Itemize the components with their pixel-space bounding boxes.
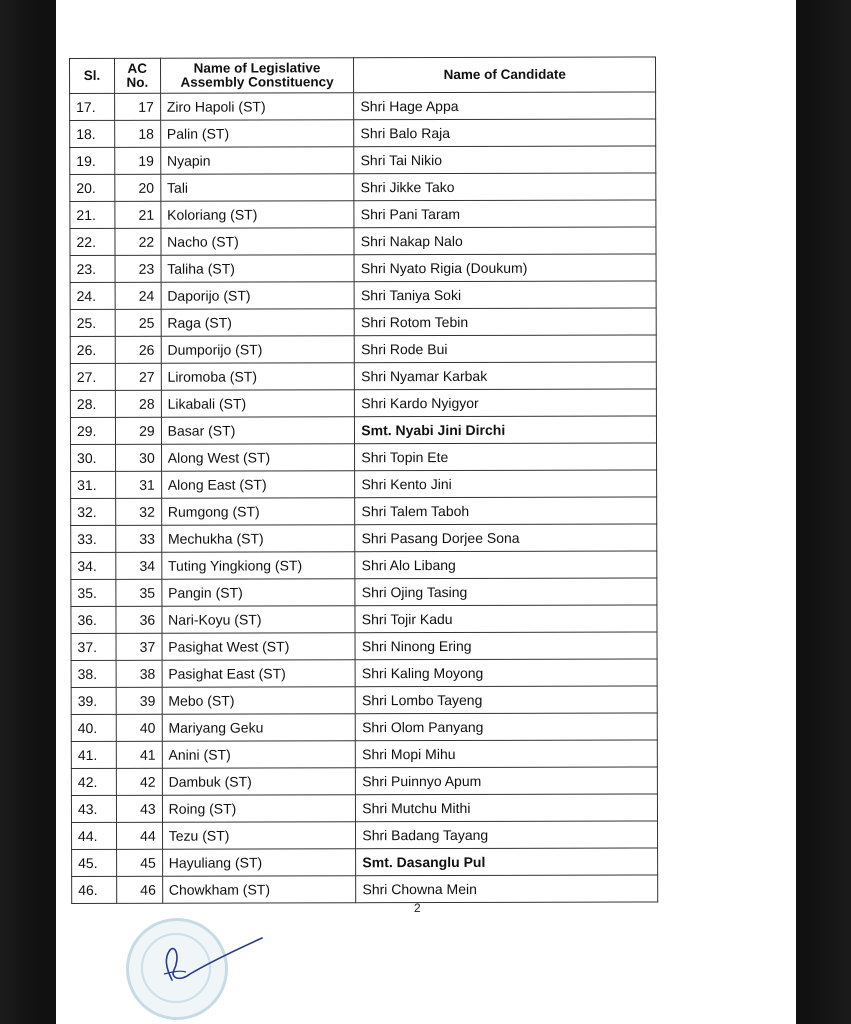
cell-sl: 22. bbox=[70, 228, 115, 255]
cell-ac-no: 18 bbox=[114, 120, 160, 147]
cell-ac-no: 26 bbox=[115, 336, 161, 363]
cell-candidate: Shri Nyamar Karbak bbox=[355, 362, 657, 390]
cell-ac-no: 32 bbox=[115, 498, 161, 525]
table-row bbox=[70, 119, 656, 148]
cell-ac-no: 43 bbox=[116, 795, 162, 822]
table-row bbox=[70, 254, 656, 283]
cell-candidate: Shri Mutchu Mithi bbox=[356, 794, 658, 822]
cell-candidate: Shri Hage Appa bbox=[354, 92, 656, 120]
cell-ac-no: 33 bbox=[116, 525, 162, 552]
cell-constituency: Hayuliang (ST) bbox=[162, 849, 356, 877]
table-body bbox=[70, 92, 658, 904]
cell-sl: 46. bbox=[72, 876, 117, 903]
table-row bbox=[71, 605, 657, 634]
cell-candidate: Shri Rode Bui bbox=[355, 335, 657, 363]
cell-candidate: Shri Topin Ete bbox=[355, 443, 657, 471]
cell-sl: 29. bbox=[70, 417, 115, 444]
cell-candidate: Shri Nakap Nalo bbox=[354, 227, 656, 255]
cell-constituency: Dumporijo (ST) bbox=[161, 336, 355, 364]
cell-candidate: Shri Taniya Soki bbox=[354, 281, 656, 309]
cell-constituency: Nari-Koyu (ST) bbox=[162, 606, 356, 634]
cell-sl: 41. bbox=[71, 741, 116, 768]
table-row bbox=[70, 92, 656, 121]
cell-constituency: Pasighat West (ST) bbox=[162, 633, 356, 661]
cell-constituency: Mariyang Geku bbox=[162, 714, 356, 742]
cell-constituency: Pasighat East (ST) bbox=[162, 660, 356, 688]
cell-constituency: Dambuk (ST) bbox=[162, 768, 356, 796]
header-ac-no: AC No. bbox=[114, 58, 160, 93]
cell-sl: 42. bbox=[71, 768, 116, 795]
table-row bbox=[70, 146, 656, 175]
cell-candidate: Shri Nyato Rigia (Doukum) bbox=[354, 254, 656, 282]
table-row bbox=[70, 308, 656, 337]
table-row bbox=[70, 335, 656, 364]
cell-constituency: Mechukha (ST) bbox=[161, 525, 355, 553]
cell-constituency: Roing (ST) bbox=[162, 795, 356, 823]
table-row bbox=[70, 200, 656, 229]
cell-constituency: Daporijo (ST) bbox=[161, 282, 355, 310]
cell-candidate: Shri Balo Raja bbox=[354, 119, 656, 147]
cell-constituency: Likabali (ST) bbox=[161, 390, 355, 418]
table-row bbox=[71, 686, 657, 715]
table-row bbox=[71, 632, 657, 661]
cell-ac-no: 46 bbox=[116, 876, 162, 903]
cell-sl: 45. bbox=[72, 849, 117, 876]
cell-constituency: Nacho (ST) bbox=[161, 228, 355, 256]
cell-candidate: Shri Tojir Kadu bbox=[355, 605, 657, 633]
cell-sl: 32. bbox=[71, 498, 116, 525]
table-row bbox=[70, 281, 656, 310]
cell-sl: 20. bbox=[70, 174, 115, 201]
cell-ac-no: 24 bbox=[115, 282, 161, 309]
table-row bbox=[71, 794, 657, 823]
cell-ac-no: 29 bbox=[115, 417, 161, 444]
cell-ac-no: 37 bbox=[116, 633, 162, 660]
cell-constituency: Koloriang (ST) bbox=[161, 201, 355, 229]
cell-ac-no: 19 bbox=[115, 147, 161, 174]
table-row bbox=[72, 875, 658, 904]
cell-sl: 31. bbox=[71, 471, 116, 498]
cell-ac-no: 25 bbox=[115, 309, 161, 336]
header-candidate: Name of Candidate bbox=[354, 57, 656, 93]
table-row bbox=[70, 389, 656, 418]
cell-ac-no: 30 bbox=[115, 444, 161, 471]
cell-constituency: Palin (ST) bbox=[160, 120, 354, 148]
cell-sl: 19. bbox=[70, 147, 115, 174]
cell-constituency: Raga (ST) bbox=[161, 309, 355, 337]
cell-candidate: Shri Kaling Moyong bbox=[355, 659, 657, 687]
header-sl: Sl. bbox=[70, 58, 115, 93]
cell-ac-no: 28 bbox=[115, 390, 161, 417]
cell-ac-no: 23 bbox=[115, 255, 161, 282]
table-row bbox=[71, 713, 657, 742]
table-row bbox=[72, 821, 658, 850]
cell-sl: 33. bbox=[71, 525, 116, 552]
cell-sl: 28. bbox=[70, 390, 115, 417]
cell-ac-no: 17 bbox=[114, 93, 160, 120]
cell-constituency: Along West (ST) bbox=[161, 444, 355, 472]
cell-sl: 43. bbox=[71, 795, 116, 822]
cell-sl: 25. bbox=[70, 309, 115, 336]
cell-constituency: Chowkham (ST) bbox=[162, 876, 356, 904]
table-header-row bbox=[70, 57, 656, 94]
cell-sl: 34. bbox=[71, 552, 116, 579]
cell-constituency: Along East (ST) bbox=[161, 471, 355, 499]
cell-ac-no: 42 bbox=[116, 768, 162, 795]
cell-candidate: Shri Chowna Mein bbox=[356, 875, 658, 903]
cell-ac-no: 31 bbox=[115, 471, 161, 498]
handwritten-signature bbox=[150, 928, 270, 988]
table-row bbox=[71, 767, 657, 796]
cell-sl: 36. bbox=[71, 606, 116, 633]
cell-constituency: Ziro Hapoli (ST) bbox=[160, 93, 354, 121]
page-number: 2 bbox=[414, 901, 421, 915]
cell-candidate: Shri Tai Nikio bbox=[354, 146, 656, 174]
cell-candidate: Smt. Nyabi Jini Dirchi bbox=[355, 416, 657, 444]
cell-candidate: Shri Mopi Mihu bbox=[356, 740, 658, 768]
header-constituency: Name of Legislative Assembly Constituency bbox=[160, 58, 354, 94]
cell-sl: 24. bbox=[70, 282, 115, 309]
cell-constituency: Anini (ST) bbox=[162, 741, 356, 769]
cell-ac-no: 27 bbox=[115, 363, 161, 390]
cell-candidate: Shri Ojing Tasing bbox=[355, 578, 657, 606]
table-row bbox=[71, 470, 657, 499]
cell-ac-no: 39 bbox=[116, 687, 162, 714]
table-row bbox=[70, 227, 656, 256]
cell-candidate: Smt. Dasanglu Pul bbox=[356, 848, 658, 876]
cell-constituency: Tali bbox=[160, 174, 354, 202]
table-row bbox=[72, 848, 658, 877]
cell-constituency: Nyapin bbox=[160, 147, 354, 175]
cell-candidate: Shri Pasang Dorjee Sona bbox=[355, 524, 657, 552]
cell-constituency: Rumgong (ST) bbox=[161, 498, 355, 526]
cell-candidate: Shri Kardo Nyigyor bbox=[355, 389, 657, 417]
candidate-table bbox=[69, 56, 658, 904]
cell-sl: 39. bbox=[71, 687, 116, 714]
cell-ac-no: 21 bbox=[115, 201, 161, 228]
cell-candidate: Shri Lombo Tayeng bbox=[355, 686, 657, 714]
table-row bbox=[71, 659, 657, 688]
cell-constituency: Taliha (ST) bbox=[161, 255, 355, 283]
cell-candidate: Shri Olom Panyang bbox=[356, 713, 658, 741]
table-row bbox=[70, 362, 656, 391]
cell-sl: 40. bbox=[71, 714, 116, 741]
cell-ac-no: 41 bbox=[116, 741, 162, 768]
table-row bbox=[71, 578, 657, 607]
cell-sl: 23. bbox=[70, 255, 115, 282]
cell-sl: 30. bbox=[71, 444, 116, 471]
cell-candidate: Shri Jikke Tako bbox=[354, 173, 656, 201]
cell-constituency: Tuting Yingkiong (ST) bbox=[161, 552, 355, 580]
cell-sl: 44. bbox=[72, 822, 117, 849]
cell-ac-no: 22 bbox=[115, 228, 161, 255]
cell-sl: 35. bbox=[71, 579, 116, 606]
cell-constituency: Basar (ST) bbox=[161, 417, 355, 445]
cell-sl: 27. bbox=[70, 363, 115, 390]
table-row bbox=[71, 740, 657, 769]
cell-constituency: Pangin (ST) bbox=[162, 579, 356, 607]
table-row bbox=[70, 173, 656, 202]
cell-ac-no: 38 bbox=[116, 660, 162, 687]
table-row bbox=[71, 524, 657, 553]
cell-ac-no: 44 bbox=[116, 822, 162, 849]
cell-constituency: Mebo (ST) bbox=[162, 687, 356, 715]
cell-sl: 17. bbox=[70, 93, 115, 120]
cell-ac-no: 20 bbox=[115, 174, 161, 201]
cell-candidate: Shri Pani Taram bbox=[354, 200, 656, 228]
cell-sl: 21. bbox=[70, 201, 115, 228]
cell-ac-no: 45 bbox=[116, 849, 162, 876]
table-row bbox=[71, 497, 657, 526]
cell-ac-no: 40 bbox=[116, 714, 162, 741]
table-row bbox=[71, 551, 657, 580]
cell-ac-no: 35 bbox=[116, 579, 162, 606]
cell-candidate: Shri Alo Libang bbox=[355, 551, 657, 579]
cell-candidate: Shri Rotom Tebin bbox=[354, 308, 656, 336]
table-row bbox=[70, 416, 656, 445]
cell-candidate: Shri Kento Jini bbox=[355, 470, 657, 498]
cell-ac-no: 34 bbox=[116, 552, 162, 579]
cell-candidate: Shri Talem Taboh bbox=[355, 497, 657, 525]
cell-sl: 18. bbox=[70, 120, 115, 147]
cell-constituency: Liromoba (ST) bbox=[161, 363, 355, 391]
cell-candidate: Shri Badang Tayang bbox=[356, 821, 658, 849]
cell-candidate: Shri Puinnyo Apum bbox=[356, 767, 658, 795]
cell-constituency: Tezu (ST) bbox=[162, 822, 356, 850]
cell-sl: 37. bbox=[71, 633, 116, 660]
cell-candidate: Shri Ninong Ering bbox=[355, 632, 657, 660]
cell-ac-no: 36 bbox=[116, 606, 162, 633]
table-row bbox=[71, 443, 657, 472]
cell-sl: 26. bbox=[70, 336, 115, 363]
cell-sl: 38. bbox=[71, 660, 116, 687]
